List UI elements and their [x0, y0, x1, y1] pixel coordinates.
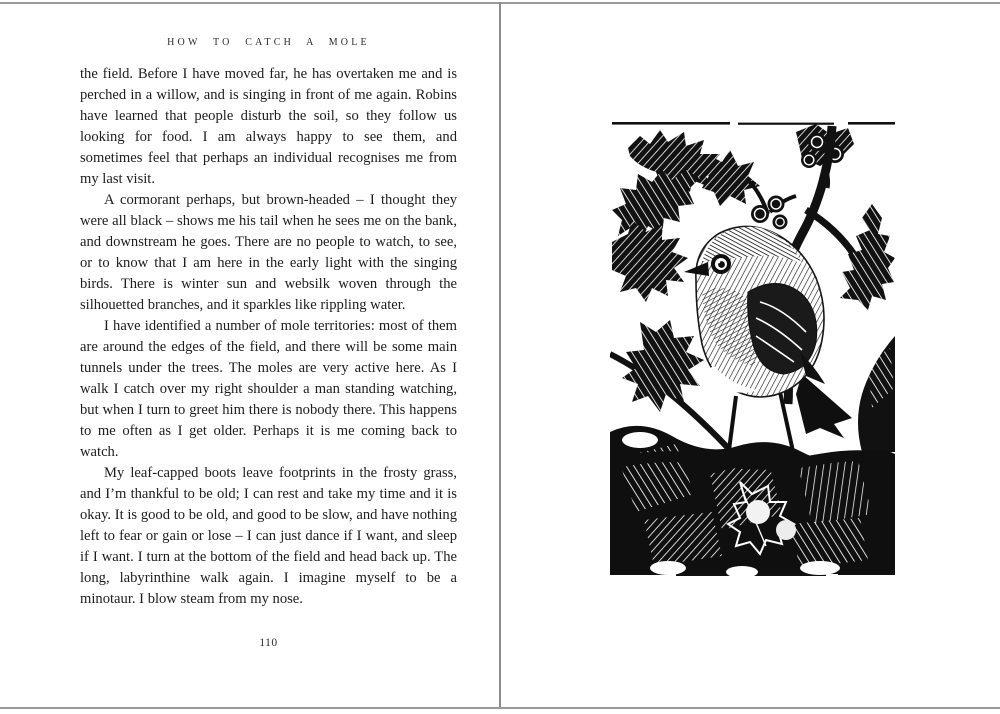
bottom-rule [0, 707, 1000, 709]
berry-light [776, 520, 796, 540]
center-gutter-rule [499, 2, 501, 707]
running-header: HOW TO CATCH A MOLE [167, 37, 370, 48]
paragraph: My leaf-capped boots leave footprints in the frosty grass, and I’m thankful to be old; I can rest and take my time and it is okay. It is good to be old, and good to be slow, and have nothing left to fear or gain or lose – I can just dance if I want, and sleep if I want. I turn at the bottom of the field and head back up. The long, labyrinthine walk again. I imagine myself to be a minotaur. I blow steam from my nose. [80, 465, 457, 607]
paragraph: I have identified a number of mole territories: most of them are around the edges of the field, and there will be some main tunnels under the trees. The moles are very active here. As I walk I catch over my right shoulder a man standing watching, but when I turn to greet him there is nobody there. This happens to me often as I get older. Perhaps it is me coming back to watch. [80, 318, 457, 460]
robin-linocut-illustration [610, 122, 895, 580]
page-number: 110 [259, 637, 278, 649]
body-text [80, 64, 457, 610]
berry-light [746, 500, 770, 524]
paragraph: A cormorant perhaps, but brown-headed – I thought they were all black – shows me his tail when he sees me on the bank, and downstream he goes. There are no people to watch, to see, or to know that I am here in the early light with the singing birds. There is winter sun and websilk woven through the silhouetted branches, and it sparkles like rippling water. [80, 192, 457, 313]
robin-linocut-svg [610, 122, 895, 580]
paragraph: the field. Before I have moved far, he has overtaken me and is perched in a willow, and is singing in front of me again. Robins have learned that people disturb the soil, so they follow us looking for food. I am always happy to see them, and sometimes feel that perhaps an individual recognises me from my last visit. [80, 66, 457, 187]
